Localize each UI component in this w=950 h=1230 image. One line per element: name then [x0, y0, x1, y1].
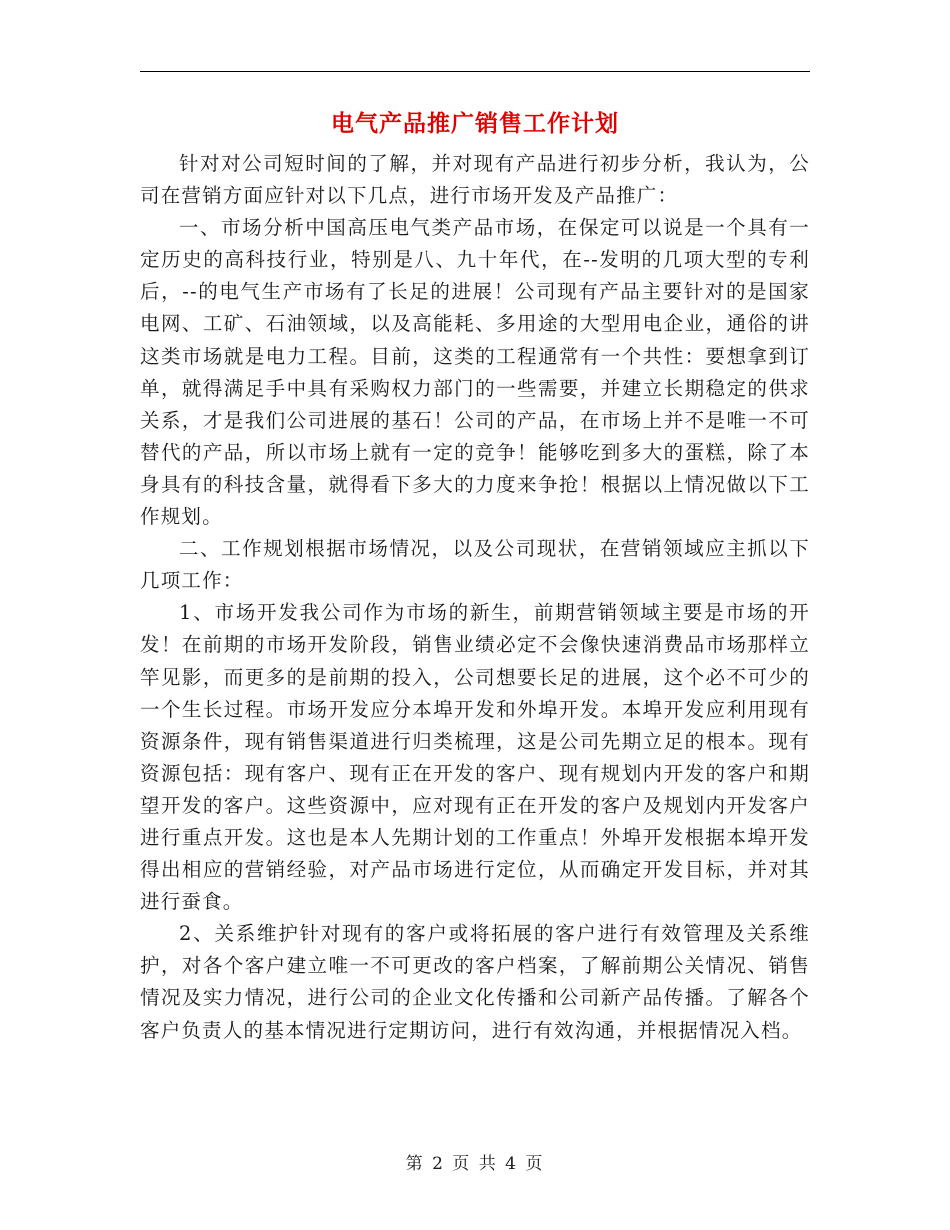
page-number: 第 2 页 共 4 页	[405, 1154, 545, 1174]
paragraph-intro: 针对对公司短时间的了解，并对现有产品进行初步分析，我认为，公司在营销方面应针对以下几点，进行市场开发及产品推广：	[140, 152, 810, 208]
paragraph-market-development: 1、市场开发我公司作为市场的新生，前期营销领域主要是市场的开发！在前期的市场开发阶段，销售业绩必定不会像快速消费品市场那样立竿见影，而更多的是前期的投入，公司想要长足的进展，这个必不可少的一个生长过程。市场开发应分本埠开发和外埠开发。本埠开发应利用现有资源条件，现有销售渠道进行归类梳理，这是公司先期立足的根本。现有资源包括：现有客户、现有正在开发的客户、现有规划内开发的客户和期望开发的客户。这些资源中，应对现有正在开发的客户及规划内开发客户进行重点开发。这也是本人先期计划的工作重点！外埠开发根据本埠开发得出相应的营销经验，对产品市场进行定位，从而确定开发目标，并对其进行蚕食。	[140, 601, 810, 914]
document-title: 电气产品推广销售工作计划	[331, 111, 619, 137]
header-rule	[140, 71, 810, 72]
document-body	[140, 148, 810, 1047]
paragraph-relationship-maintenance: 2、关系维护针对现有的客户或将拓展的客户进行有效管理及关系维护，对各个客户建立唯一不可更改的客户档案，了解前期公关情况、销售情况及实力情况，进行公司的企业文化传播和公司新产品传播。了解各个客户负责人的基本情况进行定期访问，进行有效沟通，并根据情况入档。	[140, 922, 810, 1042]
paragraph-market-analysis: 一、市场分析中国高压电气类产品市场，在保定可以说是一个具有一定历史的高科技行业，特别是八、九十年代，在--发明的几项大型的专利后，--的电气生产市场有了长足的进展！公司现有产品主要针对的是国家电网、工矿、石油领域，以及高能耗、多用途的大型用电企业，通俗的讲这类市场就是电力工程。目前，这类的工程通常有一个共性：要想拿到订单，就得满足手中具有采购权力部门的一些需要，并建立长期稳定的供求关系，才是我们公司进展的基石！公司的产品，在市场上并不是唯一不可替代的产品，所以市场上就有一定的竞争！能够吃到多大的蛋糕，除了本身具有的科技含量，就得看下多大的力度来争抢！根据以上情况做以下工作规划。	[140, 216, 810, 529]
paragraph-work-plan: 二、工作规划根据市场情况，以及公司现状，在营销领域应主抓以下几项工作：	[140, 537, 810, 593]
